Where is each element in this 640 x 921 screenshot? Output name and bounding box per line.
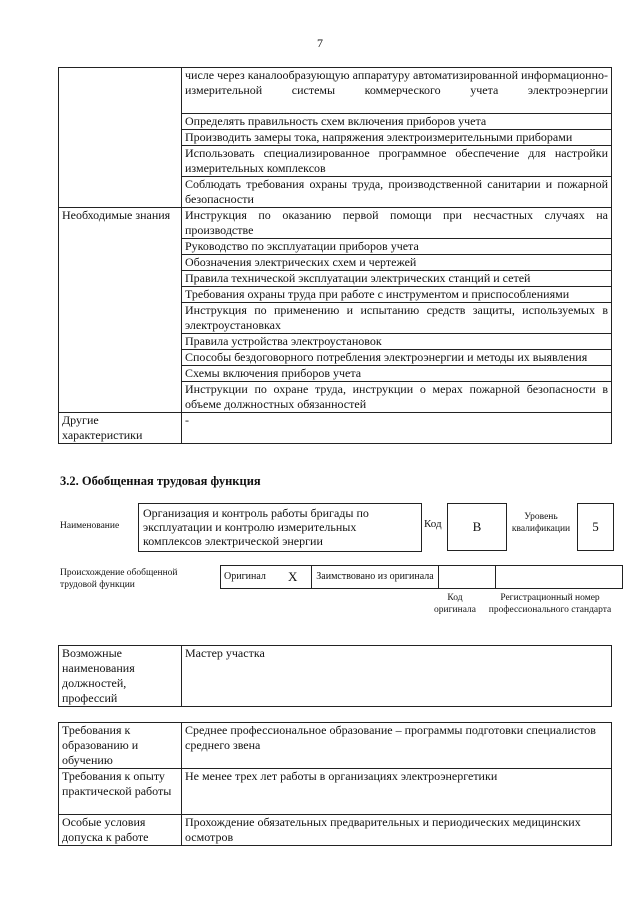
- table-row: [59, 815, 612, 846]
- table-cell: числе через каналообразующую аппаратуру автоматизированной информационно-измерительной системы коммерческого учета электроэнергии: [182, 68, 612, 114]
- level-label: Уровень квалификации: [511, 512, 571, 534]
- section-heading: 3.2. Обобщенная трудовая функция: [60, 474, 261, 488]
- table-row: [59, 769, 612, 815]
- table-cell: Соблюдать требования охраны труда, производственной санитарии и пожарной безопасности: [182, 177, 612, 208]
- professions-table: [58, 645, 612, 707]
- table-cell: Способы бездоговорного потребления электроэнергии и методы их выявления: [182, 350, 612, 366]
- row-label: Необходимые знания: [59, 208, 182, 413]
- table-row: [59, 646, 612, 707]
- code-value-box: B: [447, 503, 507, 551]
- table-cell: Не менее трех лет работы в организациях электроэнергетики: [182, 769, 612, 815]
- original-label: Оригинал: [221, 566, 286, 589]
- origin-label: Происхождение обобщенной трудовой функции: [60, 568, 178, 590]
- table-cell: Инструкции по охране труда, инструкции о мерах пожарной безопасности в объеме должностных обязанностей: [182, 382, 612, 413]
- row-label: Требования к опыту практической работы: [59, 769, 182, 815]
- table-row: [59, 723, 612, 769]
- table-cell: Руководство по эксплуатации приборов учета: [182, 239, 612, 255]
- requirements-table: [58, 722, 612, 846]
- table-row: [59, 68, 612, 114]
- table-cell: Правила технической эксплуатации электрических станций и сетей: [182, 271, 612, 287]
- origin-code-cell: [439, 566, 496, 589]
- skills-knowledge-table: [58, 67, 612, 444]
- table-cell: Мастер участка: [182, 646, 612, 707]
- table-cell: Инструкция по оказанию первой помощи при несчастных случаях на производстве: [182, 208, 612, 239]
- origin-reg-caption: Регистрационный номер профессионального стандарта: [488, 593, 612, 615]
- table-row: [59, 208, 612, 239]
- row-label: Особые условия допуска к работе: [59, 815, 182, 846]
- origin-reg-cell: [496, 566, 623, 589]
- table-cell: Инструкция по применению и испытанию средств защиты, используемых в электроустановках: [182, 303, 612, 334]
- table-cell: -: [182, 413, 612, 444]
- level-value-box: 5: [577, 503, 614, 551]
- table-row: [221, 566, 623, 589]
- table-cell: Схемы включения приборов учета: [182, 366, 612, 382]
- row-label: Возможные наименования должностей, профессий: [59, 646, 182, 707]
- row-label: Другие характеристики: [59, 413, 182, 444]
- borrowed-label: Заимствовано из оригинала: [312, 566, 439, 589]
- page-number: 7: [317, 36, 323, 50]
- name-label: Наименование: [60, 521, 120, 531]
- table-cell: Прохождение обязательных предварительных и периодических медицинских осмотров: [182, 815, 612, 846]
- row-label: Требования к образованию и обучению: [59, 723, 182, 769]
- table-cell: Требования охраны труда при работе с инструментом и приспособлениями: [182, 287, 612, 303]
- table-cell: Среднее профессиональное образование – программы подготовки специалистов среднего звена: [182, 723, 612, 769]
- table-cell: Определять правильность схем включения приборов учета: [182, 114, 612, 130]
- table-cell: Производить замеры тока, напряжения электроизмерительными приборами: [182, 130, 612, 146]
- origin-table: [220, 565, 623, 589]
- origin-code-caption: Код оригинала: [434, 593, 476, 615]
- function-name-box: Организация и контроль работы бригады по эксплуатации и контролю измерительных комплексов электрической энергии: [138, 503, 422, 552]
- table-cell: Использовать специализированное программное обеспечение для настройки измерительных комплексов: [182, 146, 612, 177]
- row-label: [59, 68, 182, 208]
- table-cell: Правила устройства электроустановок: [182, 334, 612, 350]
- table-cell: Обозначения электрических схем и чертежей: [182, 255, 612, 271]
- table-row: [59, 413, 612, 444]
- original-mark: X: [285, 566, 312, 589]
- code-label: Код: [424, 518, 442, 530]
